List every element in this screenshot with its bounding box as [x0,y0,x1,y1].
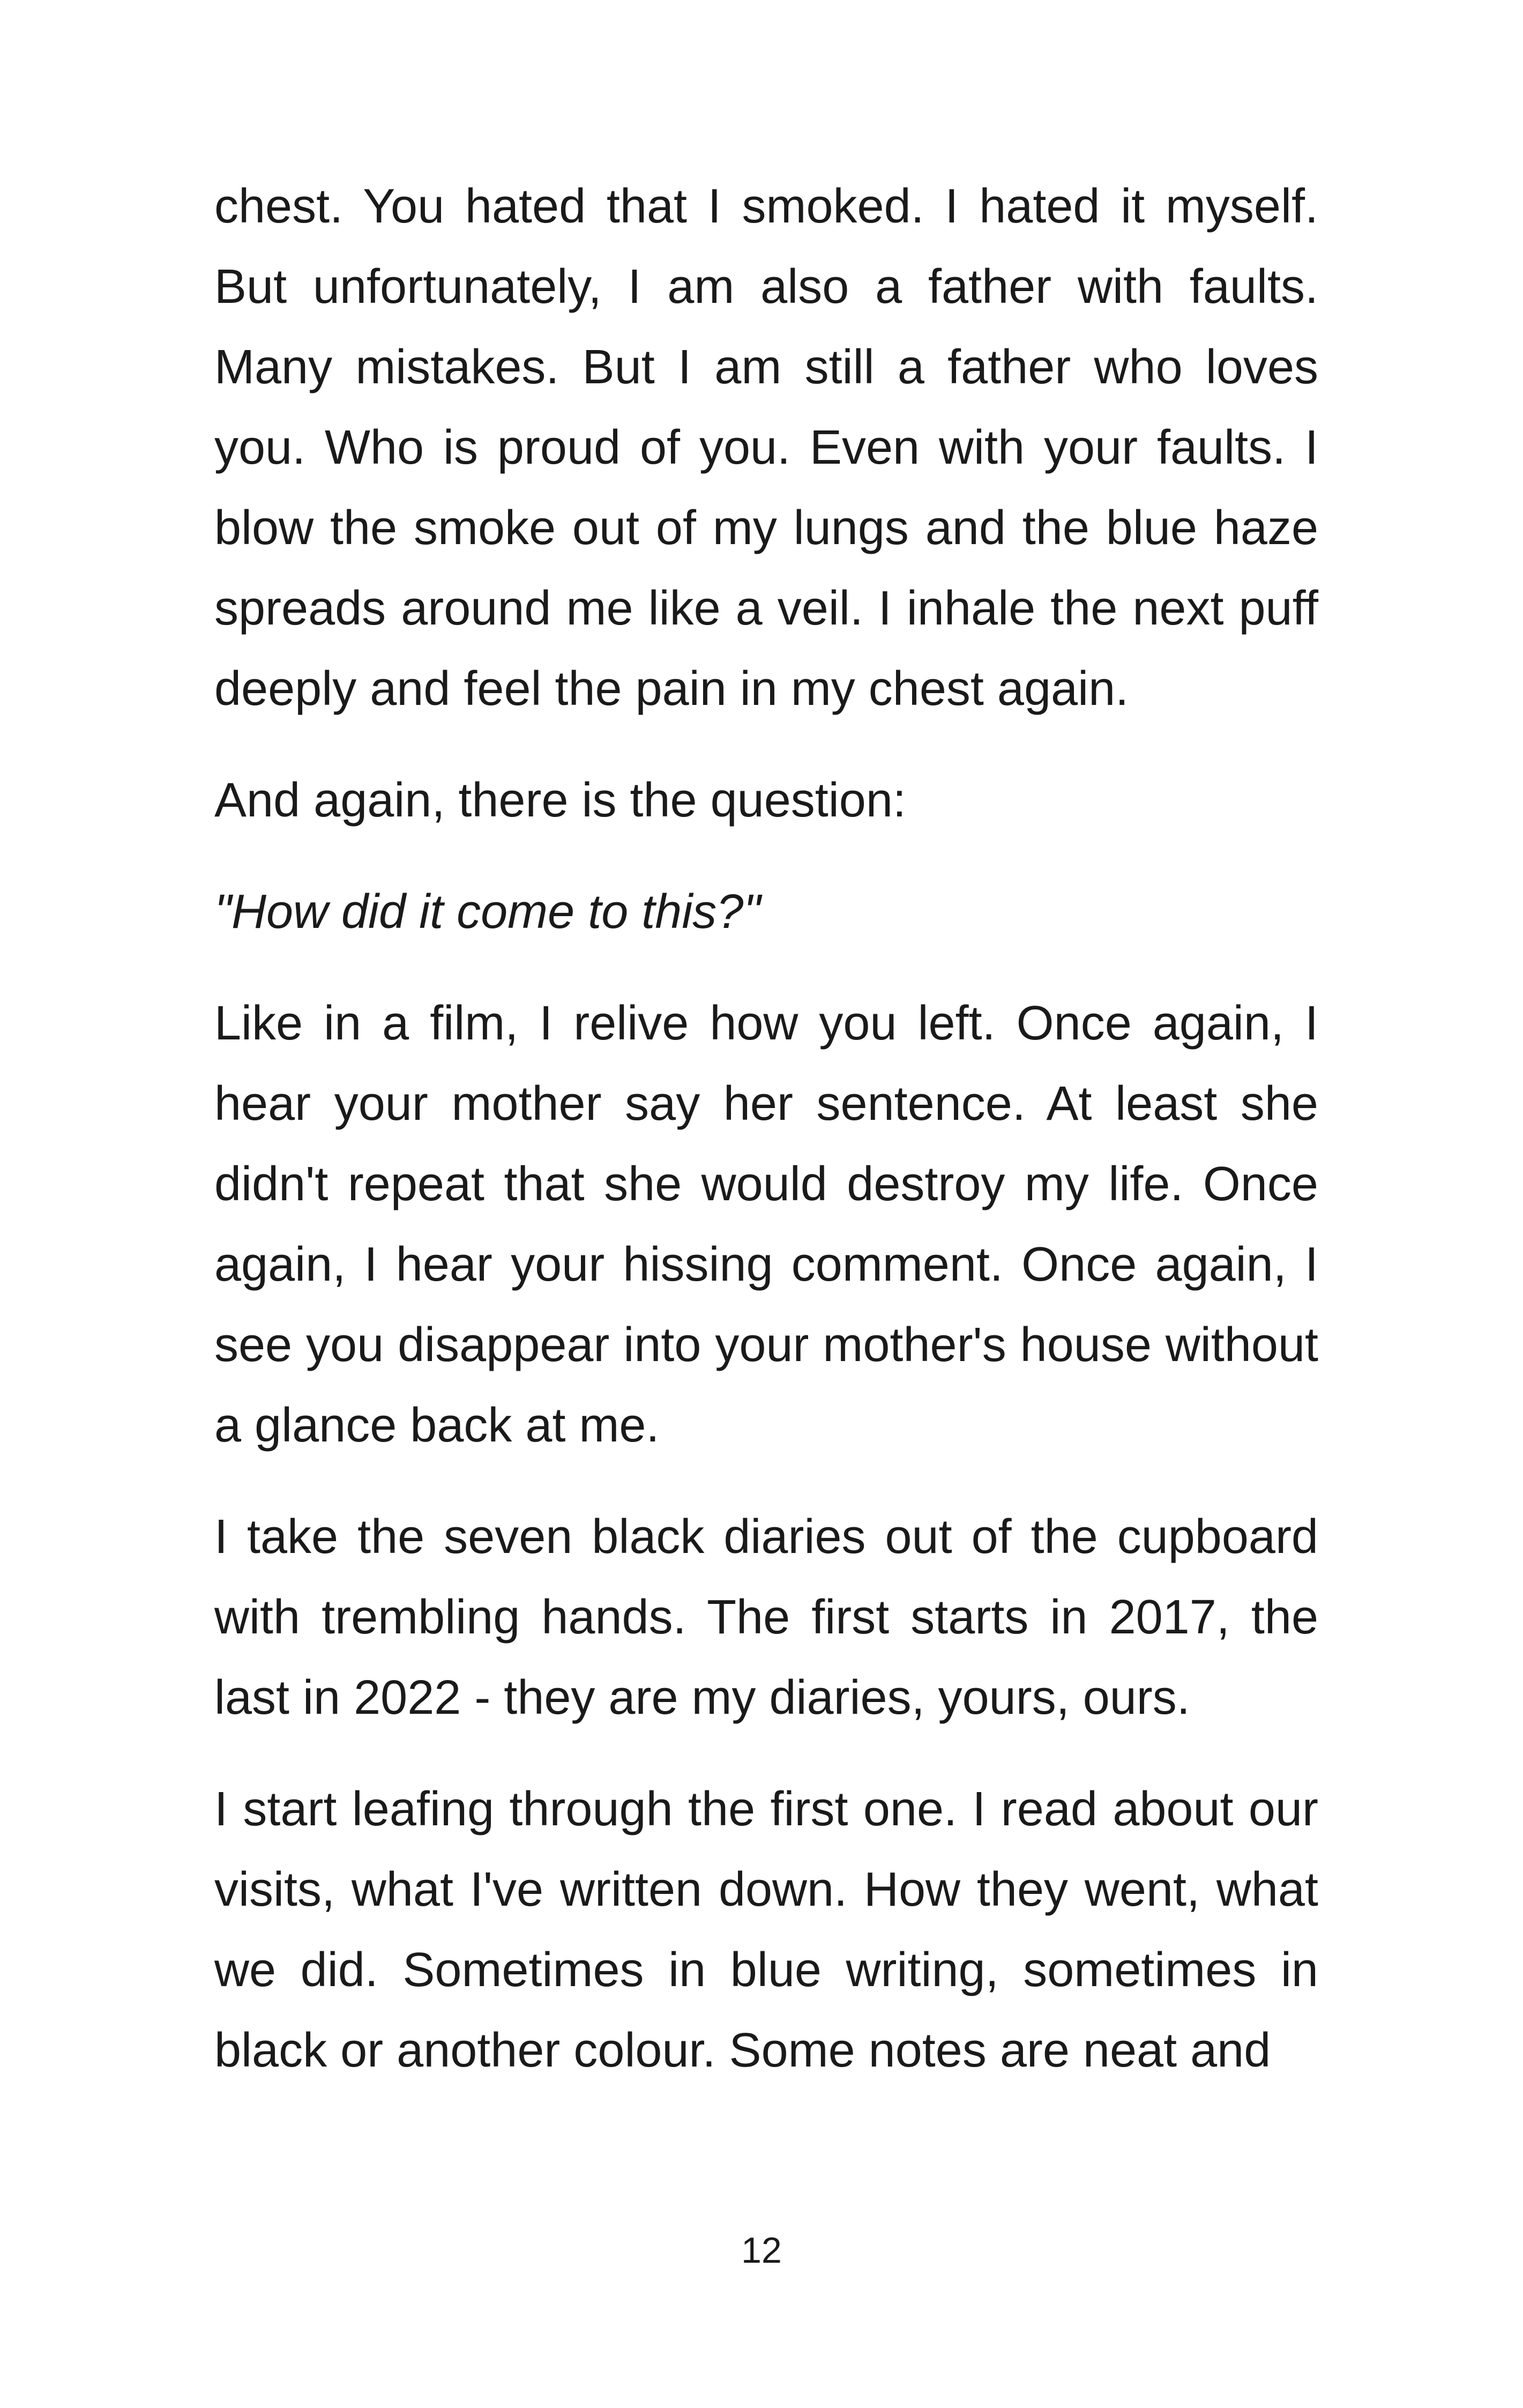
body-text [214,166,1318,2122]
paragraph-3-quote: "How did it come to this?" [214,885,761,939]
paragraph-2: And again, there is the question: [214,774,906,827]
paragraph-1: chest. You hated that I smoked. I hated it myself. But unfortunately, I am also a father with faults. Many mistakes. But I am still a father who loves you. Who is proud of you. Even with your faults. I blow the smoke out of my lungs and the blue haze spreads around me like a veil. I inhale the next puff deeply and feel the pain in my chest again. [214,180,1318,716]
paragraph-6: I start leafing through the first one. I read about our visits, what I've written down. How they went, what we did. Sometimes in blue writing, sometimes in black or another colour. Some notes are neat and [214,1782,1318,2077]
paragraph-5: I take the seven black diaries out of the cupboard with trembling hands. The first starts in 2017, the last in 2022 - they are my diaries, yours, ours. [214,1510,1318,1725]
paragraph-4: Like in a film, I relive how you left. Once again, I hear your mother say her sentence. At least she didn't repeat that she would destroy my life. Once again, I hear your hissing comment. Once again, I see you disappear into your mother's house without a glance back at me. [214,997,1318,1452]
page-number: 12 [741,2230,782,2271]
